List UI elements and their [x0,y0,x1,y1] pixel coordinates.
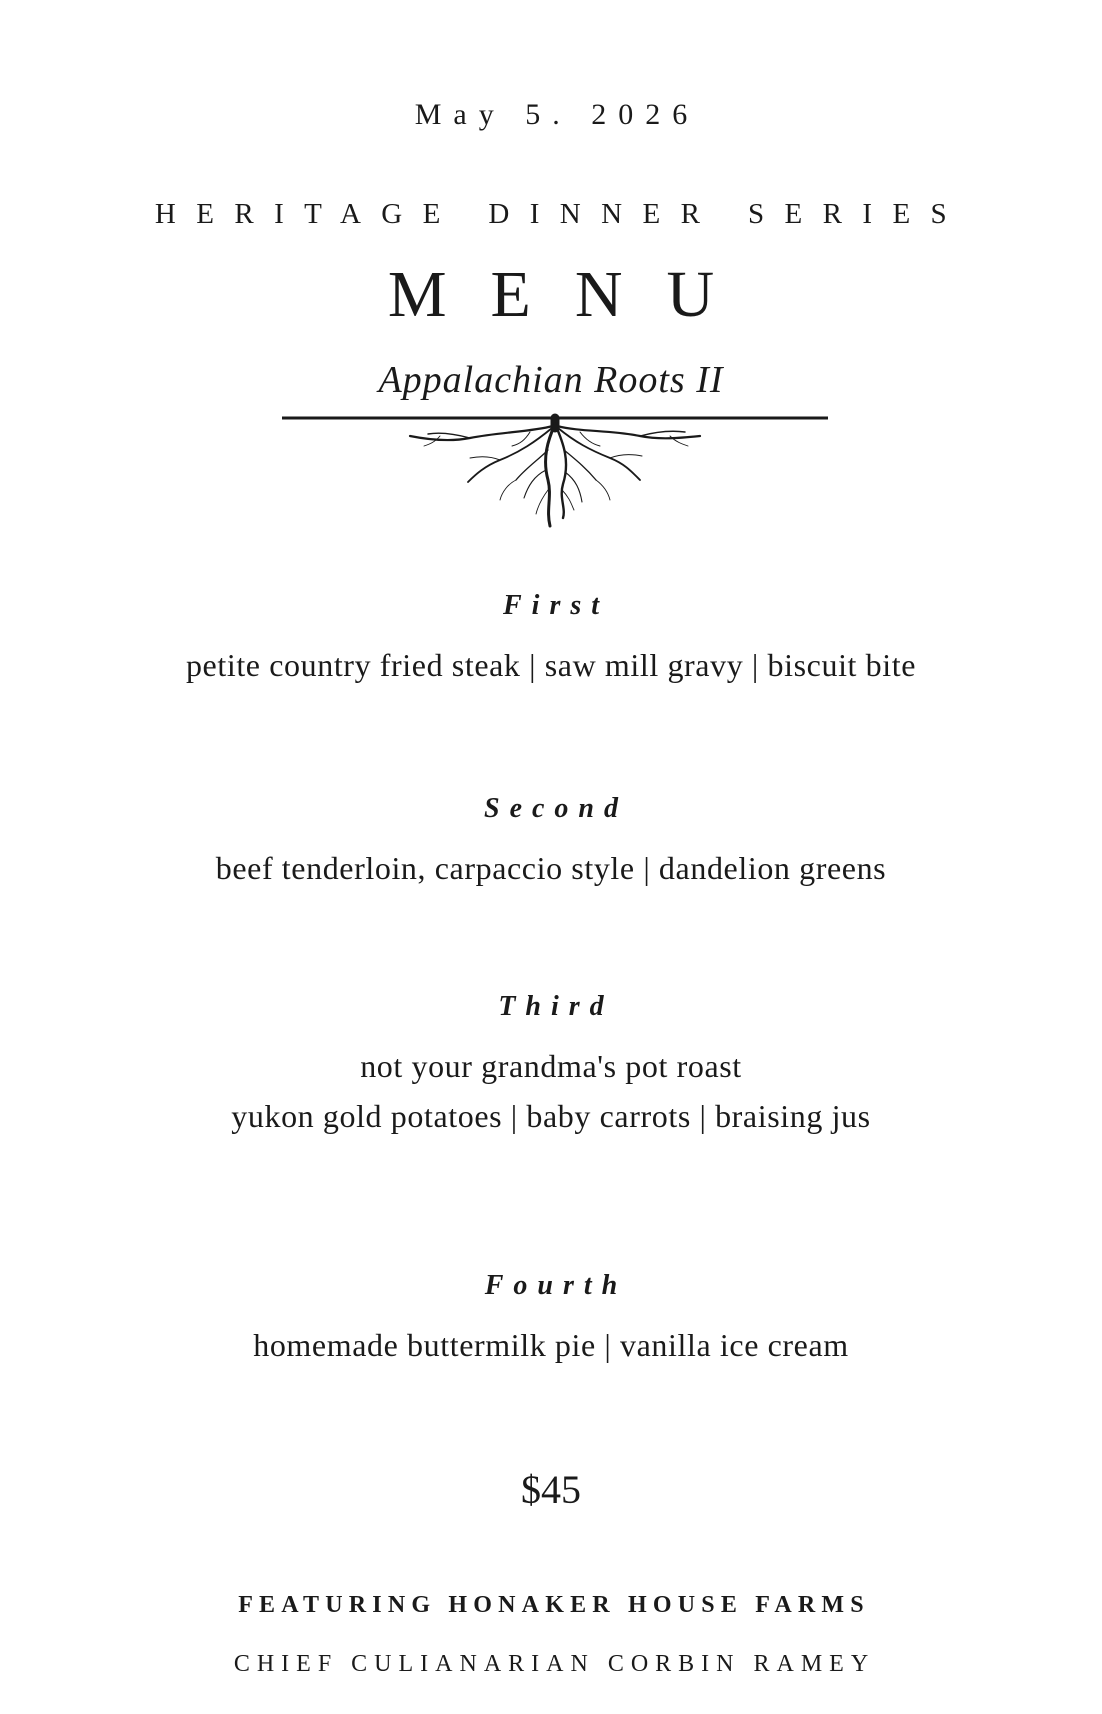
course-fourth [0,1270,1102,1370]
page-title: MENU [387,258,759,331]
roots-divider-icon [280,410,830,530]
event-date: May 5. 2026 [414,98,700,131]
menu-subtitle: Appalachian Roots II [378,359,724,401]
course-second [0,793,1102,893]
series-title: HERITAGE DINNER SERIES [154,198,968,230]
course-description: not your grandma's pot roast [360,1048,742,1084]
menu-price: $45 [521,1467,581,1512]
course-third [0,991,1102,1141]
course-name: Third [498,991,614,1022]
course-name: First [502,590,610,621]
course-description: homemade buttermilk pie | vanilla ice cream [253,1327,849,1363]
course-name: Fourth [484,1270,628,1301]
course-description: yukon gold potatoes | baby carrots | braising jus [231,1098,871,1134]
featuring-farm: FEATURING HONAKER HOUSE FARMS [238,1592,870,1618]
chef-credit: CHIEF CULIANARIAN CORBIN RAMEY [233,1651,876,1677]
course-description: beef tenderloin, carpaccio style | dandelion greens [215,850,887,886]
course-name: Second [484,793,628,824]
course-description: petite country fried steak | saw mill gravy | biscuit bite [185,647,917,683]
course-first [0,590,1102,690]
